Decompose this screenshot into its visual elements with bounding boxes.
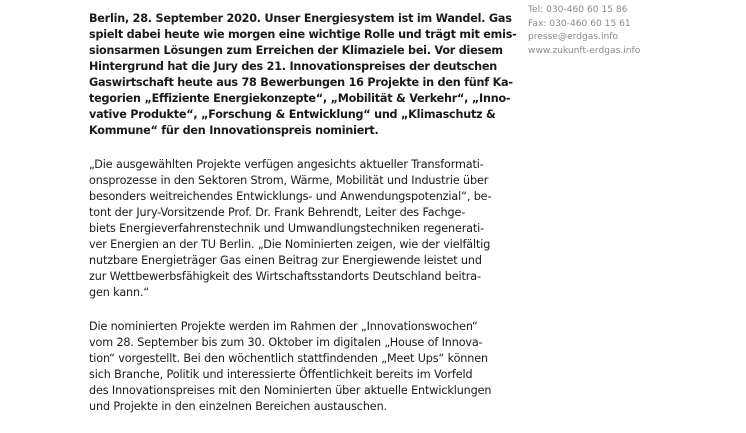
text-line: des Innovationspreises mit den Nominierten über aktuelle Entwicklungen xyxy=(89,384,492,397)
text-line: onsprozesse in den Sektoren Strom, Wärme, Mobilität und Industrie über xyxy=(89,174,489,187)
text-line: Hintergrund hat die Jury des 21. Innovationspreises der deutschen xyxy=(89,60,498,73)
text-line: biets Energieverfahrenstechnik und Umwandlungstechniken regenerati- xyxy=(89,222,485,235)
text-line: nutzbare Energieträger Gas einen Beitrag zur Energiewende leistet und xyxy=(89,254,482,267)
text-line: vative Produkte“, „Forschung & Entwicklung“ und „Klimaschutz & xyxy=(89,108,496,121)
text-line: besonders weitreichendes Entwicklungs- und Anwendungspotenzial“, be- xyxy=(89,190,492,203)
text-line: tion“ vorgestellt. Bei den wöchentlich stattfindenden „Meet Ups“ können xyxy=(89,352,488,365)
text-line: ver Energien an der TU Berlin. „Die Nominierten zeigen, wie der vielfältig xyxy=(89,238,491,251)
contact-block xyxy=(528,4,738,58)
text-line: Berlin, 28. September 2020. Unser Energiesystem ist im Wandel. Gas xyxy=(89,12,512,25)
text-line: gen kann.“ xyxy=(89,286,150,299)
text-line: tont der Jury-Vorsitzende Prof. Dr. Frank Behrendt, Leiter des Fachge- xyxy=(89,206,466,219)
lead-paragraph xyxy=(89,11,517,139)
text-line: vom 28. September bis zum 30. Oktober im digitalen „House of Innova- xyxy=(89,336,483,349)
text-line: Gaswirtschaft heute aus 78 Bewerbungen 16 Projekte in den fünf Ka- xyxy=(89,76,513,89)
body-paragraph xyxy=(89,319,507,415)
text-line: zur Wettbewerbsfähigkeit des Wirtschaftsstandorts Deutschland beitra- xyxy=(89,270,481,283)
text-line: sionsarmen Lösungen zum Erreichen der Klimaziele bei. Vor diesem xyxy=(89,44,503,57)
text-line: tegorien „Effiziente Energiekonzepte“, „Mobilität & Verkehr“, „Inno- xyxy=(89,92,511,105)
text-line: sich Branche, Politik und interessierte Öffentlichkeit bereits im Vorfeld xyxy=(89,368,473,381)
contact-phone: Tel: 030-460 60 15 86 xyxy=(528,5,628,15)
contact-fax: Fax: 030-460 60 15 61 xyxy=(528,18,631,29)
text-line: „Die ausgewählten Projekte verfügen angesichts aktueller Transformati- xyxy=(89,158,484,171)
text-line: spielt dabei heute wie morgen eine wichtige Rolle und trägt mit emis- xyxy=(89,28,517,41)
quote-paragraph xyxy=(89,157,507,301)
text-line: Kommune“ für den Innovationspreis nominiert. xyxy=(89,124,379,137)
text-line: Die nominierten Projekte werden im Rahmen der „Innovationswochen“ xyxy=(89,320,478,333)
contact-email[interactable]: presse@erdgas.info xyxy=(528,32,619,42)
contact-website[interactable]: www.zukunft-erdgas.info xyxy=(528,45,641,56)
text-line: und Projekte in den einzelnen Bereichen austauschen. xyxy=(89,400,387,413)
press-release-body xyxy=(89,11,517,433)
